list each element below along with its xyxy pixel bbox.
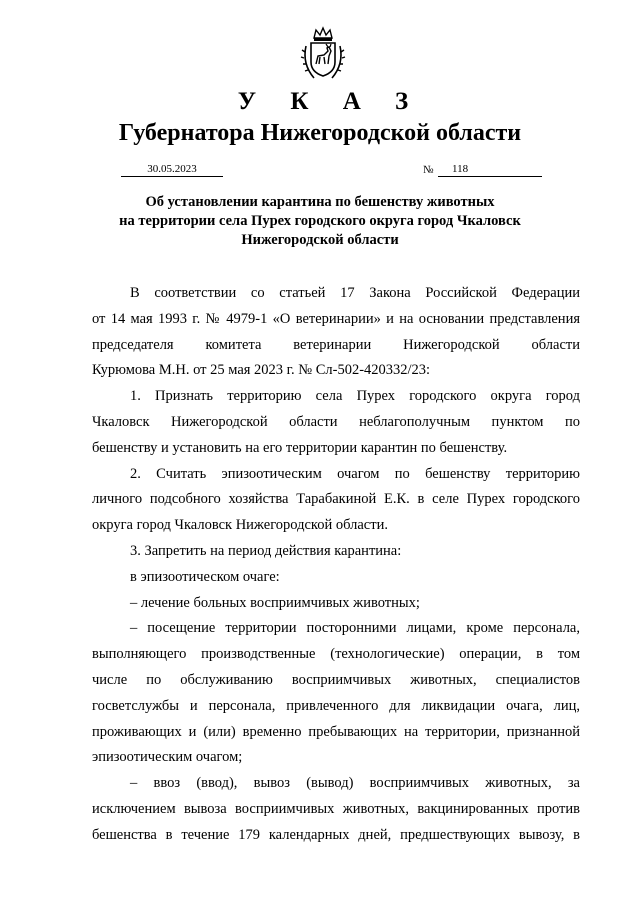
body-line: эпизоотическим очагом; (92, 749, 243, 766)
body-line: Чкаловск Нижегородской области неблагополучным пунктом по (92, 413, 580, 430)
body-line: выполняющего производственные (технологические) операции, в том (92, 646, 580, 663)
document-subject (100, 193, 540, 250)
body-line: Курюмова М.Н. от 25 мая 2023 г. № Сл-502-420332/23: (92, 362, 431, 379)
document-date: 30.05.2023 (121, 162, 223, 177)
document-body (92, 281, 580, 849)
body-line: бешенству и установить на его территории карантин по бешенству. (92, 439, 508, 456)
body-line: – ввоз (ввод), вывоз (вывод) восприимчивых животных, за (130, 775, 580, 792)
body-line: личного подсобного хозяйства Тарабакиной Е.К. в селе Пурех городского (92, 491, 580, 508)
body-line: в эпизоотическом очаге: (130, 568, 280, 585)
body-line: 3. Запретить на период действия карантина: (130, 542, 402, 559)
document-number: 118 (438, 162, 542, 177)
body-line: В соответствии со статьей 17 Закона Российской Федерации (130, 285, 580, 301)
body-line: исключением вывоза восприимчивых животных, вакцинированных против (92, 800, 580, 817)
body-line: числе по обслуживанию восприимчивых животных, специалистов (92, 671, 580, 688)
body-line: от 14 мая 1993 г. № 4979-1 «О ветеринарии» и на основании представления (92, 310, 580, 327)
document-type: У К А З (237, 88, 423, 115)
subject-line: Нижегородской области (241, 232, 399, 248)
subject-line: на территории села Пурех городского округа город Чкаловск (119, 213, 521, 229)
body-line: – посещение территории посторонними лицами, кроме персонала, (130, 620, 580, 637)
body-line: бешенства в течение 179 календарных дней, предшествующих вывозу, в (92, 826, 580, 843)
body-line: 2. Считать эпизоотическим очагом по бешенству территорию (130, 465, 580, 482)
body-line: округа город Чкаловск Нижегородской области. (92, 517, 388, 534)
coat-of-arms-icon (300, 26, 346, 82)
issuer-title: Губернатора Нижегородской области (118, 120, 522, 146)
body-line: госветслужбы и персонала, привлеченного для ликвидации очага, лиц, (92, 697, 580, 714)
document-number-label: № (423, 164, 434, 176)
body-line: 1. Признать территорию села Пурех городского округа город (130, 388, 580, 405)
body-line: председателя комитета ветеринарии Нижегородской области (92, 336, 580, 353)
body-line: – лечение больных восприимчивых животных; (130, 594, 420, 611)
subject-line: Об установлении карантина по бешенству животных (145, 194, 495, 210)
body-line: проживающих и (или) временно пребывающих на территории, признанной (92, 723, 580, 740)
